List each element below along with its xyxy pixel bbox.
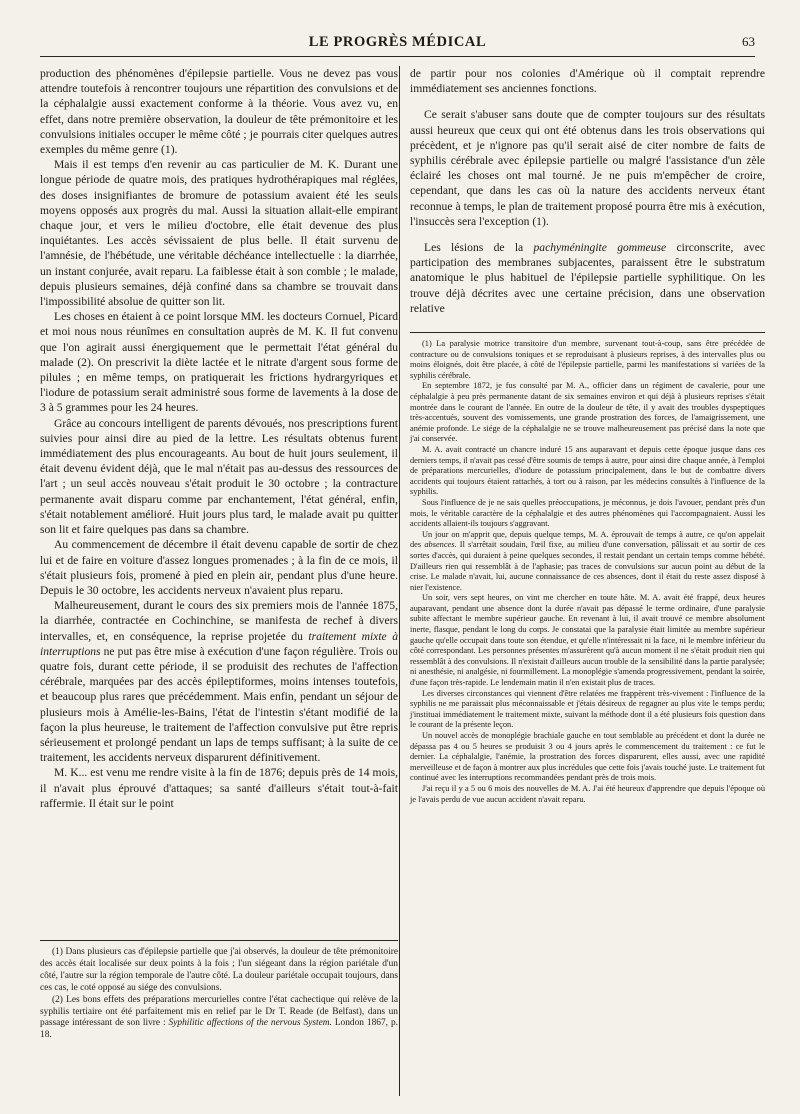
left-column bbox=[40, 66, 398, 811]
emphasis-text: traitement mixte à interruptions bbox=[40, 629, 398, 658]
footnote: Sous l'influence de je ne sais quelles préoccupations, je méconnus, je dois l'avouer, pendant près d'un mois, le véritable caractère de la céphalalgie et des autres phénomènes qui l'accompagnaient. Aussi les accidents allaient-ils toujours s'aggravant. bbox=[410, 497, 765, 529]
footnote-text: London 1867, p. 18. bbox=[40, 1018, 398, 1041]
footnote-text: . Il s'arrêtait soudain, l'œil fixe, au milieu d'une conversation, pâlissait et au sortir de ces sortes d'accès, qui duraient à peine quelques secondes, il restait pendant un certain temps comme hébété. D'ailleurs rien qui ressemblât à de l'aphasie; pas traces de convulsions sur aucun point au début de la crise. Le malade n'avait, lui, aucune connaissance de ces absences, dont il était du reste assez disposé à nier l'existence. bbox=[410, 540, 765, 592]
paragraph: Grâce au concours intelligent de parents dévoués, nos prescriptions furent suivies pour ainsi dire au pied de la lettre. Les résultats obtenus furent immédiatement des plus encourageants. Au bout de huit jours seulement, il était devenu évident déjà, que le mal n'était pas au-dessus des ressources de l'art ; un seul accès nouveau s'était produit le 30 octobre ; la contracture permanente avait disparu comme par enchantement, l'état général, enfin, s'était notablement amélioré. Huit jours plus tard, le malade avait pu quitter son lit et faire quelques pas dans sa chambre. bbox=[40, 416, 398, 537]
paragraph: Ce serait s'abuser sans doute que de compter toujours sur des résultats aussi heureux que ceux qui ont été obtenus dans les trois observations qui précèdent, et je n'ignore pas qu'il serait aisé de citer nombre de faits de syphilis cérébrale avec épilepsie partielle ou malgré l'assistance d'un zèle éclairé les choses ont mal tourné. Je ne puis m'empêcher de croire, cependant, que dans les cas où la nature des accidents nerveux étant reconnue à temps, le plan de traitement proposé pourra être mis à exécution, l'insuccès sera l'exception (1). bbox=[410, 108, 765, 228]
emphasis-text: pachyméningite gommeuse bbox=[533, 241, 667, 255]
right-column bbox=[410, 66, 765, 805]
footnote-rule bbox=[410, 332, 765, 333]
paragraph bbox=[410, 240, 765, 316]
paragraph: Au commencement de décembre il était devenu capable de sortir de chez lui et de faire en voiture d'assez longues promenades ; à la fin de ce mois, il s'était plusieurs fois, promené à pied en plein air, pendant plus d'une heure. Depuis le 30 octobre, les accidents nerveux n'avaient plus reparu. bbox=[40, 538, 398, 597]
footnote: Un nouvel accès de monoplégie brachiale gauche en tout semblable au précédent et dont la durée ne dépassa pas 4 ou 5 heures se produisit 3 ou 4 jours après le commencement du traitement : ce fut le dernier. La céphalalgie, l'anémie, la prostration des forces disparurent, elles aussi, avec une rapidité merveilleuse et de façon à montrer aux plus incrédules que cette fois j'avais touché juste. Le traitement fut continué avec les interruptions recommandées pendant près de trois mois. bbox=[410, 731, 765, 783]
paragraph-text: Malheureusement, durant le cours des six premiers mois de l'année 1875, la diarrhée, contractée en Cochinchine, se manifesta de rechef à divers intervalles, et, en conséquence, la reprise projetée du bbox=[40, 599, 398, 643]
footnote bbox=[40, 995, 398, 1043]
footnote: (1) La paralysie motrice transitoire d'un membre, survenant tout-à-coup, sans être précédée de contracture ou de convulsions toniques et se reproduisant à plusieurs reprises, à des intervalles plus ou moins éloignés, doit être placée, à côté de l'épilepsie partielle, parmi les manifestations si variées de la syphilis cérébrale. bbox=[410, 339, 765, 380]
journal-title: LE PROGRÈS MÉDICAL bbox=[308, 34, 487, 50]
footnote-book-title: Syphilitic affections of the nervous System. bbox=[168, 1018, 332, 1029]
paragraph: de partir pour nos colonies d'Amérique où il comptait reprendre immédiatement ses anciennes fonctions. bbox=[410, 67, 765, 96]
paragraph-text: ne put pas être mise à exécution d'une façon régulière. Trois ou quatre fois, durant cette période, il se produisit des rechutes de l'affection cérébrale, marquées par des accès épileptiformes, moins intenses toutefois, et beaucoup plus rares que précédemment. Mais enfin, pendant un séjour de plusieurs mois à Amélie-les-Bains, l'état de l'intestin s'étant modifié de la façon la plus heureuse, le traitement de l'affection convulsive put être repris sérieusement et prolongé pendant un laps de temps suffisant; à la suite de ce traitement, les accidents nerveux disparurent définitivement. bbox=[40, 644, 398, 765]
footnote: Un soir, vers sept heures, on vint me chercher en toute hâte. M. A. avait été frappé, deux heures auparavant, pendant une absence dont la durée n'avait pas dépassé le terme ordinaire, d'une paralysie subite affectant le membre supérieur gauche. En revenant à lui, il avait trouvé ce membre absolument inerte, flasque, pendant le long du corps. Je constatai que la paralysie était limitée au membre supérieur gauche qu'elle occupait dans toute son étendue, et qu'elle n'intéressait ni la face, ni le membre inférieur du côté correspondant. Les personnes présentes m'assurèrent qu'à aucun moment il ne s'était produit rien qui ressemblât à des convulsions. Il n'existait d'ailleurs aucun trouble de la sensibilité dans la partie paralysée; ni anesthésie, ni analgésie, ni fourmillement. La monoplégie s'amenda progressivement, pendant la soirée, d'une façon très-rapide. Le lendemain matin il n'en existait plus de traces. bbox=[410, 593, 765, 688]
column-divider bbox=[399, 66, 400, 1096]
paragraph bbox=[40, 598, 398, 765]
footnote-text: (2) Les bons effets des préparations mercurielles contre l'état cachectique qui relève de la syphilis tertiaire ont été parfaitement mis en relief par le Dr T. Reade (de Belfast), dans un passage intéressant de son livre : bbox=[40, 994, 398, 1029]
running-header bbox=[40, 34, 755, 57]
footnote: En septembre 1872, je fus consulté par M. A., officier dans un régiment de cavalerie, pour une céphalalgie à peu près permanente datant de six semaines environ et qui déjà à plusieurs reprises s'était montrée dans le courant de l'année. En outre de la douleur de tête, il y avait des troubles dyspeptiques très-accentués, souvent des vomissements, une grande prostration des forces, de l'amaigrissement, une anémie profonde. Le siége de la céphalalgie ne se trouve malheureusement pas précisé dans la note que j'ai conservée. bbox=[410, 381, 765, 444]
left-footnotes bbox=[40, 932, 398, 1042]
footnote bbox=[410, 530, 765, 594]
paragraph: M. K... est venu me rendre visite à la fin de 1876; depuis près de 14 mois, il n'avait plus éprouvé d'attaques; sa santé d'ailleurs s'était tout-à-fait raffermie. Il était sur le point bbox=[40, 766, 398, 810]
footnote-rule bbox=[40, 940, 398, 941]
paragraph: Mais il est temps d'en revenir au cas particulier de M. K. Durant une longue période de quatre mois, des pratiques hydrothérapiques mal réglées, des doses insignifiantes de bromure de potassium avaient été les seuls moyens opposés aux progrès du mal. Aussi la situation allait-elle empirant chaque jour, et vers le milieu d'octobre, elle était devenue des plus inquiétantes. Les accès sévissaient de plus belle. Il était survenu de l'amnésie, de l'hébétude, une véritable déchéance intellectuelle : la diarrhée, un instant conjurée, avait reparu. La faiblesse était à son comble ; le malade, depuis plusieurs semaines, déjà confiné dans sa chambre se trouvait dans l'impossibilité absolue de quitter son lit. bbox=[40, 158, 398, 309]
paragraph: production des phénomènes d'épilepsie partielle. Vous ne devez pas vous attendre toutefois à rencontrer toujours une répartition des convulsions et de la céphalalgie aussi exactement conforme à la théorie. Vous avez vu, en effet, dans notre première observation, la douleur de tête prémonitoire et les convulsions initiales occuper le même côté ; je pourrais citer quelques autres exemples du même genre (1). bbox=[40, 67, 398, 157]
footnote-text: Un jour on m'apprit que, depuis quelque temps, M. A. éprouvait de temps à autre, ce qu'on appelait des bbox=[410, 529, 765, 550]
emphasis-text: absences bbox=[424, 540, 455, 550]
footnote: J'ai reçu il y a 5 ou 6 mois des nouvelles de M. A. J'ai été heureux d'apprendre que depuis l'époque où je l'avais perdu de vue aucun accident n'avait reparu. bbox=[410, 783, 765, 804]
paragraph: Les choses en étaient à ce point lorsque MM. les docteurs Cornuel, Picard et moi nous nous réunîmes en consultation auprès de M. K. Il fut convenu que l'on agirait aussi énergiquement que le permettait l'état général du malade (2). On prescrivit la diète lactée et le nitrate d'argent sous forme de pilules ; en même temps, on pratiquerait les frictions hydrargyriques et l'iodure de potassium serait administré sous forme de lavements à la dose de 3 à 5 grammes pour les 24 heures. bbox=[40, 310, 398, 415]
paragraph-text: circonscrite, avec participation des membranes subjacentes, paraissent être le substratum anatomique le plus habituel de l'épilepsie partielle syphilitique. On les trouve déjà décrites avec une certaine précision, dans une observation relative bbox=[410, 241, 765, 315]
right-footnotes bbox=[410, 332, 765, 805]
footnote: Les diverses circonstances qui viennent d'être relatées me frappèrent très-vivement : l'influence de la syphilis ne me paraissait plus méconnaissable et j'étais désireux de regagner au plus vite le temps perdu; j'instituai immédiatement le traitement mixte, suivant la méthode dont il a été plusieurs fois question dans le courant de la présente leçon. bbox=[410, 688, 765, 730]
right-main-text bbox=[410, 66, 765, 316]
page-number: 63 bbox=[742, 34, 755, 49]
footnote: (1) Dans plusieurs cas d'épilepsie partielle que j'ai observés, la douleur de tête prémonitoire des accès était localisée sur deux points à la fois ; l'un siégeant dans la région pariétale d'un côté, l'autre sur la région temporale de l'autre côté. La douleur pariétale occupait toujours, dans ces cas, le coté opposé au siége des convulsions. bbox=[40, 947, 398, 993]
paragraph-text: Les lésions de la bbox=[424, 241, 534, 255]
footnote: M. A. avait contracté un chancre induré 15 ans auparavant et depuis cette époque jusque dans ces derniers temps, il n'avait pas cessé d'être soumis de temps à autre, pour ainsi dire chaque année, à l'emploi de préparations mercurielles, d'iodure de potassium principalement, dans le but de combattre divers accidents qui toujours étaient rattachés, à tort ou à raison, par les médecins consultés à l'influence de la syphilis. bbox=[410, 444, 765, 497]
